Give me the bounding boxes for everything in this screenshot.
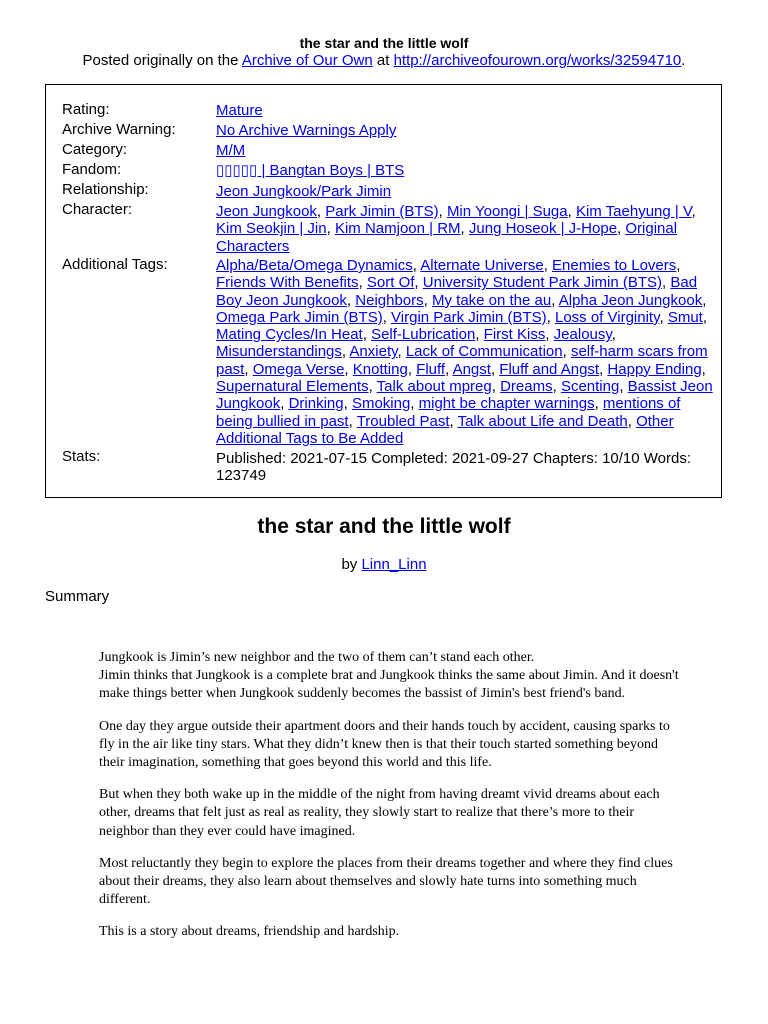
freeform-tag-link[interactable]: Friends With Benefits xyxy=(216,274,359,292)
freeform-tag-link[interactable]: Drinking xyxy=(288,395,344,413)
freeform-tag-link[interactable]: Other Additional Tags to Be Added xyxy=(216,412,674,447)
freeform-tag-link[interactable]: Fluff and Angst xyxy=(499,360,600,378)
header-title: the star and the little wolf xyxy=(299,35,469,51)
category-link[interactable]: M/M xyxy=(216,142,246,159)
freeform-tag-link[interactable]: Scenting xyxy=(560,378,620,396)
summary-line: Jimin thinks that Jungkook is a complete brat and Jungkook thinks the same about Jimin. And it doesn't make things better when Jungkook suddenly becomes the bassist of Jimin's best friend's band. xyxy=(99,668,679,702)
freeform-tag-link[interactable]: Loss of Virginity xyxy=(554,308,660,326)
freeform-tag-link[interactable]: Supernatural Elements xyxy=(216,378,369,396)
author-link[interactable]: Linn_Linn xyxy=(361,556,427,573)
freeform-tag-link[interactable]: Enemies to Lovers xyxy=(552,257,677,274)
freeform-tag-link[interactable]: Anxiety xyxy=(349,343,398,361)
freeform-tag-link[interactable]: Smut xyxy=(667,308,703,326)
freeform-tag-link[interactable]: Talk about Life and Death xyxy=(457,412,628,430)
character-list: Jeon Jungkook, Park Jimin (BTS), Min Yoongi | Suga, Kim Taehyung | V, Kim Seokjin | Jin, Kim Namjoon | RM, Jung Hoseok | J-Hope, Original Characters xyxy=(216,203,696,255)
rating-link[interactable]: Mature xyxy=(216,102,263,119)
character-tag-link[interactable]: Kim Seokjin | Jin xyxy=(216,220,327,238)
freeform-tag-link[interactable]: Alternate Universe xyxy=(420,257,544,274)
character-tag-link[interactable]: Jeon Jungkook xyxy=(216,203,317,220)
summary-heading: Summary xyxy=(45,588,110,605)
additional-tags-list: Alpha/Beta/Omega Dynamics, Alternate Universe, Enemies to Lovers, Friends With Benefits, Sort Of, University Student Park Jimin (BTS), Bad Boy Jeon Jungkook, Neighbors, My take on the au, Alpha Jeon Jungkook, Omega Park Jimin (BTS), Virgin Park Jimin (BTS), Loss of Virginity, Smut, Mating Cycles/In Heat, Self-Lubrication, First Kiss, Jealousy, Misunderstandings, Anxiety, Lack of Communication, self-harm scars from past, Omega Verse, Knotting, Fluff, Angst, Fluff and Angst, Happy Ending, Supernatural Elements, Talk about mpreg, Dreams, Scenting, Bassist Jeon Jungkook, Drinking, Smoking, might be chapter warnings, mentions of being bullied in past, Troubled Past, Talk about Life and Death, Other Additional Tags to Be Added xyxy=(216,257,713,447)
at-text: at xyxy=(372,52,394,69)
freeform-tag-link[interactable]: Omega Park Jimin (BTS) xyxy=(216,308,383,326)
summary-paragraph: One day they argue outside their apartment doors and their hands touch by accident, causing sparks to fly in the air like tiny stars. What they didn’t knew then is that their touch started something beyond their imagination, something that goes beyond this world and this life. xyxy=(99,718,670,771)
freeform-tag-link[interactable]: First Kiss xyxy=(483,326,546,344)
character-tag-link[interactable]: Original Characters xyxy=(216,220,678,255)
freeform-tag-link[interactable]: Lack of Communication xyxy=(405,343,563,361)
freeform-tag-link[interactable]: My take on the au xyxy=(431,291,552,309)
character-tag-link[interactable]: Kim Namjoon | RM xyxy=(334,220,461,238)
freeform-tag-link[interactable]: Alpha/Beta/Omega Dynamics xyxy=(216,257,413,274)
freeform-tag-link[interactable]: University Student Park Jimin (BTS) xyxy=(422,274,662,292)
freeform-tag-link[interactable]: Alpha Jeon Jungkook xyxy=(558,291,703,309)
stats-value: Published: 2021-07-15 Completed: 2021-09-27 Chapters: 10/10 Words: 123749 xyxy=(216,450,692,485)
freeform-tag-link[interactable]: mentions of being bullied in past xyxy=(216,395,681,430)
freeform-tag-link[interactable]: Neighbors xyxy=(355,291,424,309)
relationship-label: Relationship: xyxy=(62,181,149,198)
fandom-link[interactable]: ▯▯▯▯▯ | Bangtan Boys | BTS xyxy=(216,162,405,179)
freeform-tag-link[interactable]: might be chapter warnings xyxy=(418,395,595,413)
freeform-tag-link[interactable]: Smoking xyxy=(351,395,411,413)
posted-suffix: . xyxy=(681,52,686,69)
character-label: Character: xyxy=(62,201,133,218)
freeform-tag-link[interactable]: Omega Verse xyxy=(252,360,345,378)
freeform-tag-link[interactable]: Misunderstandings xyxy=(216,343,342,361)
freeform-tag-link[interactable]: Mating Cycles/In Heat xyxy=(216,326,363,344)
archive-link[interactable]: Archive of Our Own xyxy=(241,52,373,69)
freeform-tag-link[interactable]: Troubled Past xyxy=(356,412,450,430)
posted-prefix: Posted originally on the xyxy=(82,52,242,69)
character-tag-link[interactable]: Kim Taehyung | V xyxy=(575,203,692,220)
freeform-tag-link[interactable]: Knotting xyxy=(352,360,408,378)
archive-warning-link[interactable]: No Archive Warnings Apply xyxy=(216,122,397,139)
summary-line: Jungkook is Jimin’s new neighbor and the two of them can’t stand each other. xyxy=(99,650,535,665)
freeform-tag-link[interactable]: Virgin Park Jimin (BTS) xyxy=(391,308,547,326)
freeform-tag-link[interactable]: Happy Ending xyxy=(607,360,702,378)
character-tag-link[interactable]: Min Yoongi | Suga xyxy=(446,203,568,220)
summary-paragraph: But when they both wake up in the middle of the night from having dreamt vivid dreams about each other, dreams that felt just as real as reality, they slowly start to realize that there’s more to their neighbor than they ever could have imagined. xyxy=(99,787,660,839)
freeform-tag-link[interactable]: Fluff xyxy=(416,360,446,378)
summary-paragraph xyxy=(99,649,679,704)
archive-warning-label: Archive Warning: xyxy=(62,121,176,138)
freeform-tag-link[interactable]: Jealousy xyxy=(553,326,612,344)
freeform-tag-link[interactable]: Bassist Jeon Jungkook xyxy=(216,378,713,413)
freeform-tag-link[interactable]: Talk about mpreg xyxy=(376,378,492,396)
work-meta-box xyxy=(45,84,722,498)
freeform-tag-link[interactable]: self-harm scars from past xyxy=(216,343,708,378)
fandom-label: Fandom: xyxy=(62,161,122,178)
character-tag-link[interactable]: Jung Hoseok | J-Hope xyxy=(468,220,618,238)
freeform-tag-link[interactable]: Sort Of xyxy=(366,274,415,292)
freeform-tag-link[interactable]: Dreams xyxy=(500,378,553,396)
work-url-link[interactable]: http://archiveofourown.org/works/32594710 xyxy=(393,52,682,69)
freeform-tag-link[interactable]: Self-Lubrication xyxy=(371,326,476,344)
rating-label: Rating: xyxy=(62,101,110,118)
freeform-tag-link[interactable]: Angst xyxy=(452,360,491,378)
character-tag-link[interactable]: Park Jimin (BTS) xyxy=(325,203,439,220)
summary-text xyxy=(99,649,679,956)
summary-paragraph: Most reluctantly they begin to explore the places from their dreams together and where they find clues about their dreams, they also learn about themselves and slowly hate turns into something much different. xyxy=(99,855,673,908)
byline xyxy=(0,556,768,573)
additional-tags-label: Additional Tags: xyxy=(62,256,168,273)
relationship-link[interactable]: Jeon Jungkook/Park Jimin xyxy=(216,183,392,200)
posted-line xyxy=(0,52,768,69)
work-title: the star and the little wolf xyxy=(257,515,511,538)
summary-paragraph: This is a story about dreams, friendship and hardship. xyxy=(99,924,400,940)
category-label: Category: xyxy=(62,141,128,158)
stats-label: Stats: xyxy=(62,448,101,465)
freeform-tag-link[interactable]: Bad Boy Jeon Jungkook xyxy=(216,274,698,309)
by-prefix: by xyxy=(341,556,362,573)
